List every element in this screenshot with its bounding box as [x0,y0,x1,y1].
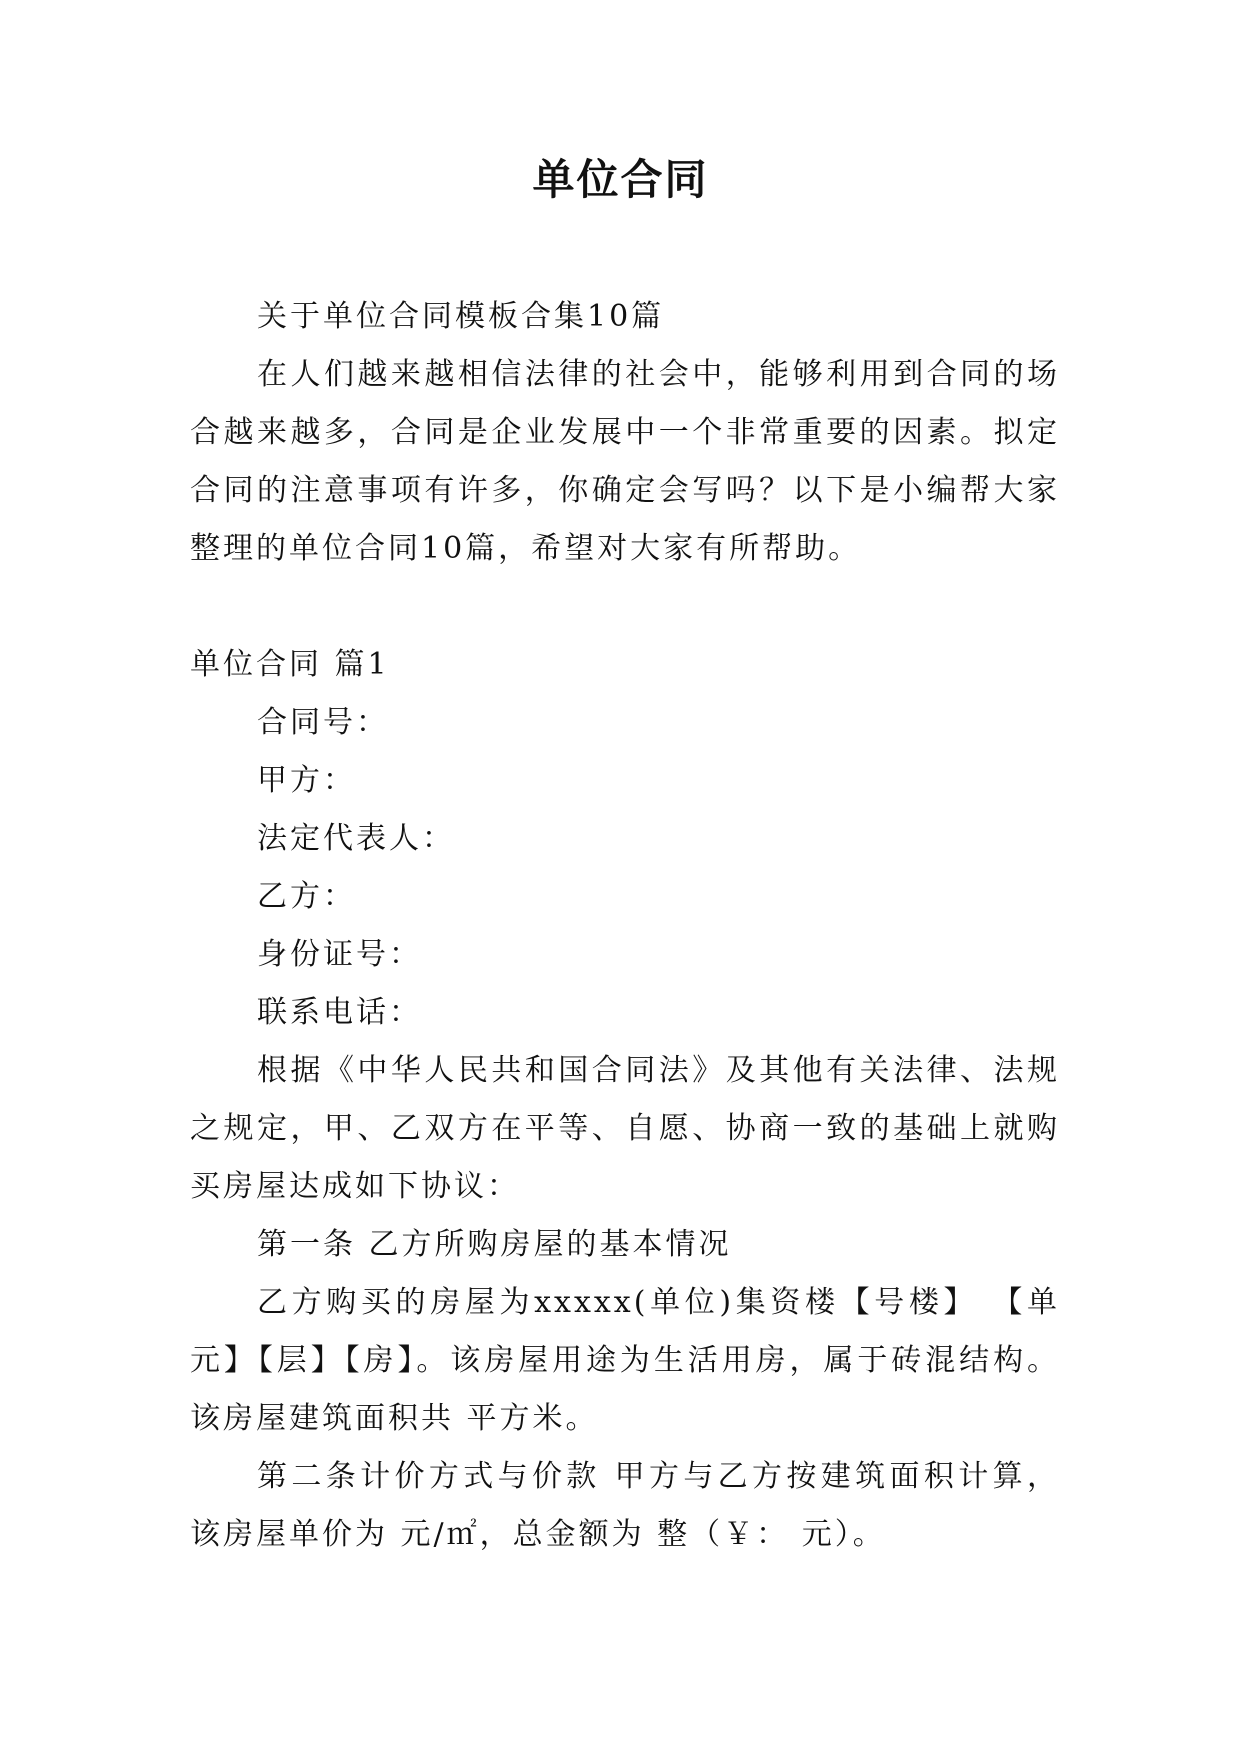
clause-article-1-body: 乙方购买的房屋为xxxxx(单位)集资楼【号楼】 【单元】【层】【房】。该房屋用途为生活用房，属于砖混结构。该房屋建筑面积共 平方米。 [190,1285,1060,1436]
document-title: 单位合同 [532,155,709,204]
section-heading: 单位合同 篇1 [190,647,390,682]
intro-heading: 关于单位合同模板合集10篇 [257,299,665,334]
clause-article-1-heading: 第一条 乙方所购房屋的基本情况 [257,1227,732,1262]
field-id-number: 身份证号： [257,937,422,972]
field-party-a: 甲方： [257,763,356,798]
document-body [190,288,1060,1564]
paragraph-gap [190,578,1060,636]
field-contract-number: 合同号： [257,705,389,740]
field-party-b: 乙方： [257,879,356,914]
clause-article-2: 第二条计价方式与价款 甲方与乙方按建筑面积计算，该房屋单价为 元/㎡，总金额为 整（￥： 元）。 [190,1459,1060,1552]
field-legal-representative: 法定代表人： [257,821,455,856]
clause-preamble: 根据《中华人民共和国合同法》及其他有关法律、法规之规定，甲、乙双方在平等、自愿、协商一致的基础上就购买房屋达成如下协议： [190,1053,1060,1204]
field-phone: 联系电话： [257,995,422,1030]
intro-paragraph: 在人们越来越相信法律的社会中，能够利用到合同的场合越来越多，合同是企业发展中一个非常重要的因素。拟定合同的注意事项有许多，你确定会写吗？以下是小编帮大家整理的单位合同10篇，希望对大家有所帮助。 [190,357,1060,566]
